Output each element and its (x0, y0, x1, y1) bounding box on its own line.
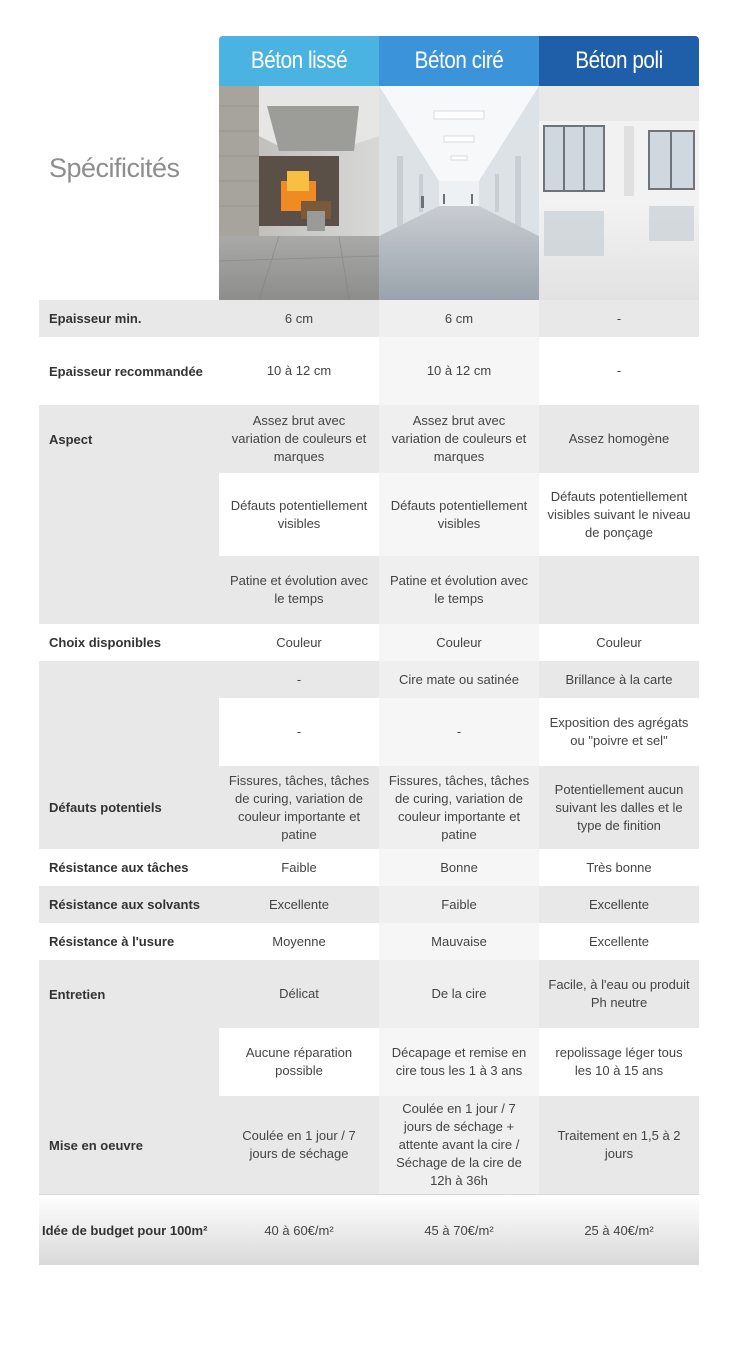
table-cell: Brillance à la carte (565, 671, 673, 687)
budget-row (39, 1194, 699, 1265)
table-row (39, 661, 699, 698)
table-cell: 10 à 12 cm (219, 337, 379, 405)
table-cell: Facile, à l'eau ou produit Ph neutre (548, 977, 690, 1010)
table-cell: Couleur (219, 624, 379, 661)
row-label: Défauts potentiels (49, 800, 162, 815)
table-cell: Défauts potentiellement visibles (379, 473, 539, 556)
table-cell: - (296, 671, 302, 687)
row-label: Mise en oeuvre (49, 1137, 143, 1153)
table-row (39, 849, 699, 886)
column-title: Béton ciré (414, 47, 504, 74)
table-cell: Coulée en 1 jour / 7 jours de séchage (242, 1128, 356, 1161)
column-header-beton-cire (379, 36, 539, 300)
row-label: Choix disponibles (39, 624, 219, 661)
comparison-table (39, 36, 699, 1265)
row-label: Résistance aux solvants (49, 897, 201, 912)
row-label: Résistance à l'usure (39, 923, 219, 960)
row-label: Epaisseur min. (49, 311, 142, 326)
table-cell: 6 cm (379, 300, 539, 337)
table-row (39, 473, 699, 556)
table-row (39, 923, 699, 960)
table-cell: - (219, 698, 379, 766)
table-cell: Excellente (539, 923, 699, 960)
polished-room-photo (539, 86, 699, 300)
table-cell: Assez brut avec variation de couleurs et marques (231, 413, 367, 464)
table-cell: Défauts potentiellement visibles (219, 473, 379, 556)
table-cell: Traitement en 1,5 à 2 jours (557, 1128, 681, 1161)
table-cell: Très bonne (539, 849, 699, 886)
table-cell: Excellente (269, 896, 329, 912)
fireplace-concrete-photo (219, 86, 379, 300)
table-cell: Fissures, tâches, tâches de curing, variation de couleur importante et patine (228, 772, 370, 842)
table-cell: repolissage léger tous les 10 à 15 ans (539, 1028, 699, 1096)
row-label: Idée de budget pour 100m² (42, 1222, 208, 1238)
table-cell: Assez brut avec variation de couleurs et marques (379, 405, 539, 473)
header-row (39, 36, 699, 300)
row-label: Résistance aux tâches (39, 849, 219, 886)
table-cell: Couleur (539, 624, 699, 661)
table-row (39, 886, 699, 923)
row-label: Entretien (49, 986, 106, 1002)
table-cell: Patine et évolution avec le temps (229, 573, 369, 606)
table-cell: 25 à 40€/m² (584, 1222, 654, 1238)
table-cell: - (539, 337, 699, 405)
column-header-beton-lisse (219, 36, 379, 300)
table-cell: Aucune réparation possible (219, 1028, 379, 1096)
table-cell: Coulée en 1 jour / 7 jours de séchage + attente avant la cire / Séchage de la cire de 12h à 36h (379, 1096, 539, 1194)
table-cell: Excellente (589, 896, 649, 912)
table-cell: Couleur (379, 624, 539, 661)
table-row (39, 698, 699, 766)
table-cell: 10 à 12 cm (379, 337, 539, 405)
row-label (39, 556, 219, 624)
table-cell: Délicat (279, 986, 319, 1001)
table-cell: Décapage et remise en cire tous les 1 à 3 ans (379, 1028, 539, 1096)
table-row (39, 556, 699, 624)
table-row (39, 1028, 699, 1096)
table-row (39, 300, 699, 337)
table-cell: Mauvaise (379, 923, 539, 960)
row-label: Aspect (49, 431, 93, 447)
table-cell: Faible (379, 886, 539, 923)
table-cell: Assez homogène (568, 431, 670, 446)
table-cell: De la cire (379, 960, 539, 1028)
table-cell: Défauts potentiellement visibles suivant le niveau de ponçage (539, 473, 699, 556)
table-row (39, 624, 699, 661)
table-cell: 6 cm (284, 310, 314, 326)
column-header-beton-poli (539, 36, 699, 300)
row-label (39, 473, 219, 556)
table-cell: Fissures, tâches, tâches de curing, variation de couleur importante et patine (379, 766, 539, 849)
table-cell: 45 à 70€/m² (424, 1222, 494, 1238)
table-cell: 40 à 60€/m² (264, 1222, 334, 1238)
row-label (39, 1028, 219, 1096)
row-label (39, 661, 219, 698)
table-cell: Cire mate ou satinée (379, 661, 539, 698)
table-cell: Moyenne (219, 923, 379, 960)
column-title: Béton poli (575, 47, 663, 74)
table-cell (539, 556, 699, 624)
table-cell: Faible (219, 849, 379, 886)
table-cell: Exposition des agrégats ou "poivre et sel" (539, 698, 699, 766)
row-label: Epaisseur recommandée (39, 337, 219, 405)
table-cell: Bonne (379, 849, 539, 886)
table-row (39, 337, 699, 405)
table-cell: - (379, 698, 539, 766)
table-row (39, 1096, 699, 1194)
column-title: Béton lissé (250, 47, 348, 74)
page-title: Spécificités (49, 152, 180, 183)
table-cell: - (616, 310, 622, 326)
corridor-concrete-photo (379, 86, 539, 300)
table-cell: Patine et évolution avec le temps (379, 556, 539, 624)
table-row (39, 405, 699, 473)
table-cell: Potentiellement aucun suivant les dalles et le type de finition (554, 781, 684, 833)
row-label (39, 698, 219, 766)
table-row (39, 960, 699, 1028)
table-row (39, 766, 699, 849)
